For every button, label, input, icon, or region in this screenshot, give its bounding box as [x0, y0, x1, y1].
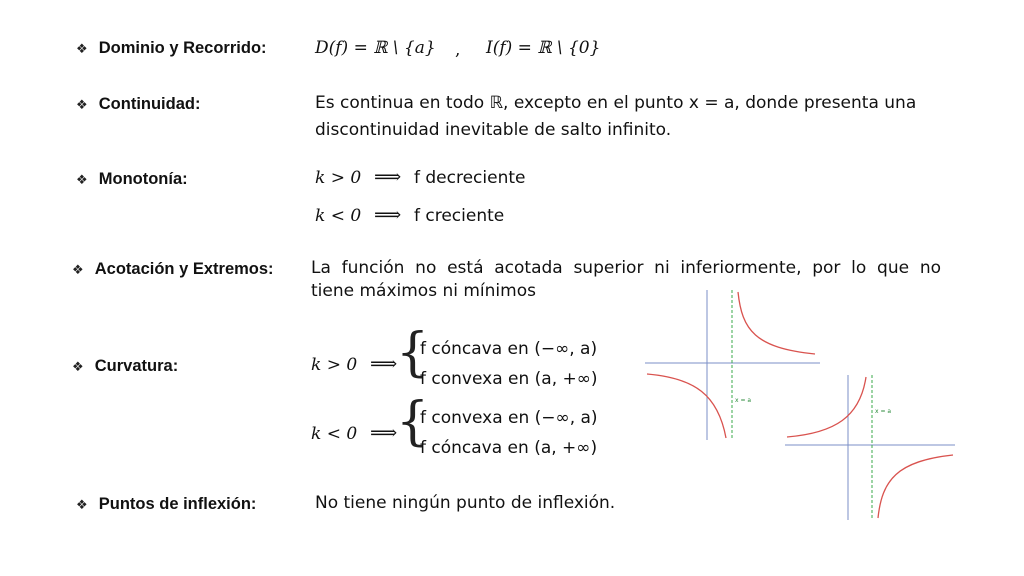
graph-k-negative	[785, 375, 955, 520]
implies-icon: ⟹	[374, 204, 402, 226]
continuidad-line2: discontinuidad inevitable de salto infinito.	[315, 120, 672, 140]
inflexion-text: No tiene ningún punto de inflexión.	[315, 493, 616, 513]
curvatura-case2-a: f convexa en (−∞, a)	[420, 408, 598, 428]
monotonia-case2-cond: k < 0	[315, 206, 362, 226]
continuidad-line1: Es continua en todo ℝ, excepto en el punto x = a, donde presenta una	[315, 93, 917, 113]
bullet-icon: ❖	[76, 98, 88, 113]
bullet-icon: ❖	[72, 360, 84, 375]
bullet-icon: ❖	[76, 173, 88, 188]
implies-icon: ⟹	[374, 166, 402, 188]
section-continuidad	[76, 94, 200, 114]
monotonia-case1-text: f decreciente	[414, 168, 526, 188]
dominio-label: Dominio y Recorrido:	[98, 39, 267, 57]
section-monotonia	[76, 169, 188, 189]
section-curvatura	[72, 356, 178, 376]
section-inflexion	[76, 494, 256, 514]
inflexion-label: Puntos de inflexión:	[98, 495, 257, 513]
monotonia-case2-text: f creciente	[414, 206, 505, 226]
curvatura-case2-cond: k < 0	[311, 424, 358, 444]
curve-branch-right	[738, 292, 815, 354]
range-expression: I(f) = ℝ \ {0}	[486, 38, 601, 58]
curvatura-case2-b: f cóncava en (a, +∞)	[420, 438, 598, 458]
continuidad-label: Continuidad:	[98, 95, 201, 113]
asymptote-label: x = a	[735, 397, 752, 404]
curvatura-case1-cond: k > 0	[311, 355, 358, 375]
brace-icon: {	[396, 323, 430, 383]
bullet-icon: ❖	[76, 42, 88, 57]
implies-icon: ⟹	[370, 353, 398, 375]
curve-branch-left	[647, 374, 726, 438]
section-acotacion	[72, 259, 274, 279]
acotacion-label: Acotación y Extremos:	[94, 260, 274, 278]
separator: ,	[455, 40, 461, 60]
curve-branch-left	[787, 377, 866, 437]
acotacion-line1: La función no está acotada superior ni inferiormente, por lo que no	[311, 258, 941, 278]
monotonia-case1-cond: k > 0	[315, 168, 362, 188]
implies-icon: ⟹	[370, 422, 398, 444]
curve-branch-right	[878, 455, 953, 518]
monotonia-label: Monotonía:	[98, 170, 188, 188]
curvatura-case1-b: f convexa en (a, +∞)	[420, 369, 598, 389]
domain-expression: D(f) = ℝ \ {a}	[315, 38, 436, 58]
section-dominio	[76, 38, 267, 58]
bullet-icon: ❖	[72, 263, 84, 278]
brace-icon: {	[396, 392, 430, 452]
acotacion-line2: tiene máximos ni mínimos	[311, 281, 536, 301]
curvatura-label: Curvatura:	[94, 357, 179, 375]
bullet-icon: ❖	[76, 498, 88, 513]
curvatura-case1-a: f cóncava en (−∞, a)	[420, 339, 598, 359]
asymptote-label: x = a	[875, 408, 892, 415]
